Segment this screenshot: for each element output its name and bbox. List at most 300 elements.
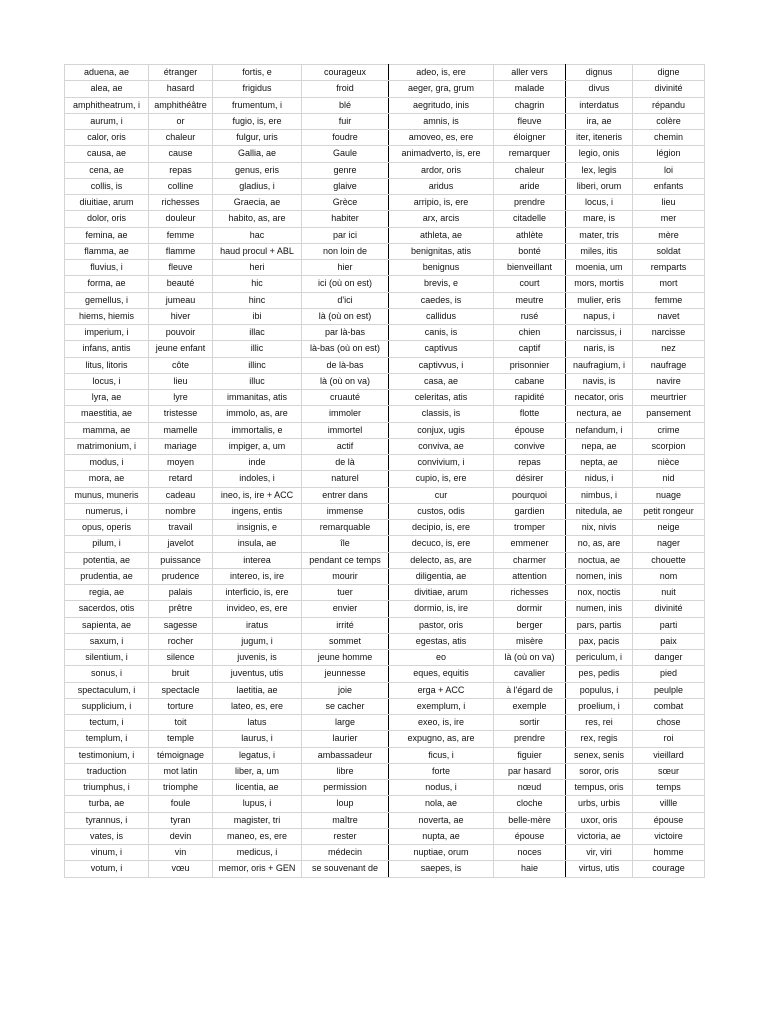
french-translation-cell: mot latin [149, 763, 213, 779]
french-translation-cell: se souvenant de [302, 861, 389, 877]
latin-word-cell: ardor, oris [389, 162, 494, 178]
french-translation-cell: gardien [494, 503, 566, 519]
latin-word-cell: interficio, is, ere [213, 585, 302, 601]
latin-word-cell: medicus, i [213, 845, 302, 861]
french-translation-cell: naufrage [633, 357, 705, 373]
table-row [65, 682, 705, 698]
french-translation-cell: or [149, 113, 213, 129]
table-row [65, 113, 705, 129]
french-translation-cell: large [302, 715, 389, 731]
latin-word-cell: nox, noctis [566, 585, 633, 601]
latin-word-cell: convivium, i [389, 455, 494, 471]
table-row [65, 438, 705, 454]
french-translation-cell: misère [494, 633, 566, 649]
french-translation-cell: Grèce [302, 195, 389, 211]
french-translation-cell: enfants [633, 178, 705, 194]
french-translation-cell: par ici [302, 227, 389, 243]
latin-word-cell: mulier, eris [566, 292, 633, 308]
latin-word-cell: tectum, i [65, 715, 149, 731]
latin-word-cell: juvenis, is [213, 650, 302, 666]
french-translation-cell: exemple [494, 698, 566, 714]
latin-word-cell: frigidus [213, 81, 302, 97]
latin-word-cell: memor, oris + GEN [213, 861, 302, 877]
latin-word-cell: decipio, is, ere [389, 520, 494, 536]
latin-word-cell: brevis, e [389, 276, 494, 292]
latin-word-cell: ficus, i [389, 747, 494, 763]
french-translation-cell: malade [494, 81, 566, 97]
french-translation-cell: triomphe [149, 780, 213, 796]
latin-word-cell: periculum, i [566, 650, 633, 666]
french-translation-cell: mariage [149, 438, 213, 454]
latin-word-cell: delecto, as, are [389, 552, 494, 568]
french-translation-cell: nez [633, 341, 705, 357]
latin-word-cell: animadverto, is, ere [389, 146, 494, 162]
table-row [65, 65, 705, 81]
french-translation-cell: aride [494, 178, 566, 194]
table-row [65, 861, 705, 877]
french-translation-cell: temps [633, 780, 705, 796]
french-translation-cell: témoignage [149, 747, 213, 763]
french-translation-cell: repas [149, 162, 213, 178]
table-row [65, 162, 705, 178]
french-translation-cell: belle-mère [494, 812, 566, 828]
french-translation-cell: retard [149, 471, 213, 487]
latin-word-cell: noverta, ae [389, 812, 494, 828]
latin-word-cell: insignis, e [213, 520, 302, 536]
table-row [65, 747, 705, 763]
french-translation-cell: loup [302, 796, 389, 812]
table-row [65, 568, 705, 584]
latin-word-cell: miles, itis [566, 243, 633, 259]
table-row [65, 130, 705, 146]
french-translation-cell: meutre [494, 292, 566, 308]
french-translation-cell: nuit [633, 585, 705, 601]
latin-word-cell: alea, ae [65, 81, 149, 97]
french-translation-cell: foudre [302, 130, 389, 146]
latin-word-cell: benignitas, atis [389, 243, 494, 259]
latin-word-cell: mora, ae [65, 471, 149, 487]
french-translation-cell: froid [302, 81, 389, 97]
latin-word-cell: hinc [213, 292, 302, 308]
latin-word-cell: forte [389, 763, 494, 779]
table-row [65, 503, 705, 519]
french-translation-cell: richesses [494, 585, 566, 601]
latin-word-cell: tempus, oris [566, 780, 633, 796]
latin-word-cell: mare, is [566, 211, 633, 227]
latin-word-cell: maneo, es, ere [213, 828, 302, 844]
french-translation-cell: richesses [149, 195, 213, 211]
french-translation-cell: cavalier [494, 666, 566, 682]
french-translation-cell: navet [633, 308, 705, 324]
latin-word-cell: benignus [389, 260, 494, 276]
latin-word-cell: insula, ae [213, 536, 302, 552]
table-row [65, 698, 705, 714]
french-translation-cell: remarquable [302, 520, 389, 536]
table-row [65, 666, 705, 682]
latin-word-cell: laurus, i [213, 731, 302, 747]
french-translation-cell: naturel [302, 471, 389, 487]
french-translation-cell: repas [494, 455, 566, 471]
latin-word-cell: dolor, oris [65, 211, 149, 227]
latin-word-cell: gemellus, i [65, 292, 149, 308]
french-translation-cell: lyre [149, 390, 213, 406]
latin-word-cell: rex, regis [566, 731, 633, 747]
latin-word-cell: conjux, ugis [389, 422, 494, 438]
latin-word-cell: Graecia, ae [213, 195, 302, 211]
french-translation-cell: remarquer [494, 146, 566, 162]
latin-word-cell: illuc [213, 373, 302, 389]
french-translation-cell: scorpion [633, 438, 705, 454]
table-row [65, 81, 705, 97]
latin-word-cell: pax, pacis [566, 633, 633, 649]
french-translation-cell: mourir [302, 568, 389, 584]
french-translation-cell: côte [149, 357, 213, 373]
french-translation-cell: puissance [149, 552, 213, 568]
french-translation-cell: citadelle [494, 211, 566, 227]
latin-word-cell: senex, senis [566, 747, 633, 763]
latin-word-cell: aduena, ae [65, 65, 149, 81]
table-row [65, 845, 705, 861]
latin-word-cell: uxor, oris [566, 812, 633, 828]
latin-word-cell: naufragium, i [566, 357, 633, 373]
latin-word-cell: amnis, is [389, 113, 494, 129]
latin-word-cell: divitiae, arum [389, 585, 494, 601]
french-translation-cell: entrer dans [302, 487, 389, 503]
french-translation-cell: mamelle [149, 422, 213, 438]
french-translation-cell: colère [633, 113, 705, 129]
french-translation-cell: lieu [149, 373, 213, 389]
latin-word-cell: divus [566, 81, 633, 97]
french-translation-cell: spectacle [149, 682, 213, 698]
latin-word-cell: laetitia, ae [213, 682, 302, 698]
french-translation-cell: bonté [494, 243, 566, 259]
french-translation-cell: là-bas (où on est) [302, 341, 389, 357]
french-translation-cell: silence [149, 650, 213, 666]
french-translation-cell: crime [633, 422, 705, 438]
latin-word-cell: genus, eris [213, 162, 302, 178]
french-translation-cell: peulple [633, 682, 705, 698]
table-row [65, 812, 705, 828]
latin-word-cell: numerus, i [65, 503, 149, 519]
latin-word-cell: locus, i [566, 195, 633, 211]
latin-word-cell: casa, ae [389, 373, 494, 389]
latin-word-cell: victoria, ae [566, 828, 633, 844]
table-row [65, 390, 705, 406]
latin-word-cell: dignus [566, 65, 633, 81]
french-translation-cell: cause [149, 146, 213, 162]
latin-word-cell: matrimonium, i [65, 438, 149, 454]
latin-word-cell: nidus, i [566, 471, 633, 487]
french-translation-cell: immortel [302, 422, 389, 438]
latin-word-cell: lupus, i [213, 796, 302, 812]
latin-word-cell: noctua, ae [566, 552, 633, 568]
latin-word-cell: moenia, um [566, 260, 633, 276]
table-row [65, 828, 705, 844]
french-translation-cell: nuage [633, 487, 705, 503]
french-translation-cell: tromper [494, 520, 566, 536]
latin-word-cell: sonus, i [65, 666, 149, 682]
french-translation-cell: toit [149, 715, 213, 731]
french-translation-cell: figuier [494, 747, 566, 763]
latin-word-cell: sapienta, ae [65, 617, 149, 633]
french-translation-cell: foule [149, 796, 213, 812]
french-translation-cell: remparts [633, 260, 705, 276]
latin-word-cell: jugum, i [213, 633, 302, 649]
latin-word-cell: liber, a, um [213, 763, 302, 779]
french-translation-cell: athlète [494, 227, 566, 243]
french-translation-cell: laurier [302, 731, 389, 747]
latin-word-cell: eo [389, 650, 494, 666]
french-translation-cell: soldat [633, 243, 705, 259]
latin-word-cell: exeo, is, ire [389, 715, 494, 731]
latin-word-cell: numen, inis [566, 601, 633, 617]
latin-word-cell: aurum, i [65, 113, 149, 129]
french-translation-cell: de là-bas [302, 357, 389, 373]
french-translation-cell: petit rongeur [633, 503, 705, 519]
french-translation-cell: jeunnesse [302, 666, 389, 682]
latin-word-cell: aegritudo, inis [389, 97, 494, 113]
table-row [65, 292, 705, 308]
french-translation-cell: narcisse [633, 325, 705, 341]
french-translation-cell: jeune homme [302, 650, 389, 666]
french-translation-cell: habiter [302, 211, 389, 227]
french-translation-cell: chaleur [494, 162, 566, 178]
latin-word-cell: indoles, i [213, 471, 302, 487]
latin-word-cell: ineo, is, ire + ACC [213, 487, 302, 503]
french-translation-cell: épouse [494, 828, 566, 844]
latin-word-cell: nupta, ae [389, 828, 494, 844]
latin-word-cell: fluvius, i [65, 260, 149, 276]
latin-word-cell: causa, ae [65, 146, 149, 162]
latin-word-cell: callidus [389, 308, 494, 324]
latin-word-cell: gladius, i [213, 178, 302, 194]
table-row [65, 227, 705, 243]
latin-word-cell: athleta, ae [389, 227, 494, 243]
french-translation-cell: hiver [149, 308, 213, 324]
french-translation-cell: lieu [633, 195, 705, 211]
latin-word-cell: captivus [389, 341, 494, 357]
french-translation-cell: aller vers [494, 65, 566, 81]
latin-word-cell: mors, mortis [566, 276, 633, 292]
latin-word-cell: dormio, is, ire [389, 601, 494, 617]
table-row [65, 633, 705, 649]
french-translation-cell: là (où on va) [494, 650, 566, 666]
latin-word-cell: locus, i [65, 373, 149, 389]
latin-word-cell: prudentia, ae [65, 568, 149, 584]
latin-word-cell: conviva, ae [389, 438, 494, 454]
french-translation-cell: chien [494, 325, 566, 341]
french-translation-cell: d'ici [302, 292, 389, 308]
table-row [65, 260, 705, 276]
latin-word-cell: ingens, entis [213, 503, 302, 519]
latin-word-cell: infans, antis [65, 341, 149, 357]
french-translation-cell: devin [149, 828, 213, 844]
table-row [65, 455, 705, 471]
french-translation-cell: vœu [149, 861, 213, 877]
french-translation-cell: homme [633, 845, 705, 861]
latin-word-cell: inde [213, 455, 302, 471]
french-translation-cell: bruit [149, 666, 213, 682]
latin-word-cell: opus, operis [65, 520, 149, 536]
latin-word-cell: traduction [65, 763, 149, 779]
latin-word-cell: illinc [213, 357, 302, 373]
latin-word-cell: cena, ae [65, 162, 149, 178]
latin-word-cell: vir, viri [566, 845, 633, 861]
latin-word-cell: mater, tris [566, 227, 633, 243]
french-translation-cell: noces [494, 845, 566, 861]
latin-word-cell: modus, i [65, 455, 149, 471]
french-translation-cell: chaleur [149, 130, 213, 146]
latin-word-cell: lex, legis [566, 162, 633, 178]
french-translation-cell: flamme [149, 243, 213, 259]
french-translation-cell: fleuve [149, 260, 213, 276]
french-translation-cell: par hasard [494, 763, 566, 779]
french-translation-cell: désirer [494, 471, 566, 487]
french-translation-cell: courageux [302, 65, 389, 81]
table-row [65, 520, 705, 536]
latin-word-cell: amoveo, es, ere [389, 130, 494, 146]
table-row [65, 325, 705, 341]
french-translation-cell: rusé [494, 308, 566, 324]
french-translation-cell: glaive [302, 178, 389, 194]
latin-word-cell: saxum, i [65, 633, 149, 649]
latin-word-cell: invideo, es, ere [213, 601, 302, 617]
french-translation-cell: javelot [149, 536, 213, 552]
french-translation-cell: loi [633, 162, 705, 178]
latin-word-cell: munus, muneris [65, 487, 149, 503]
latin-word-cell: custos, odis [389, 503, 494, 519]
french-translation-cell: actif [302, 438, 389, 454]
french-translation-cell: jumeau [149, 292, 213, 308]
french-translation-cell: joie [302, 682, 389, 698]
french-translation-cell: immense [302, 503, 389, 519]
table-row [65, 422, 705, 438]
french-translation-cell: prendre [494, 731, 566, 747]
latin-word-cell: classis, is [389, 406, 494, 422]
table-row [65, 487, 705, 503]
french-translation-cell: digne [633, 65, 705, 81]
latin-word-cell: vates, is [65, 828, 149, 844]
latin-word-cell: interdatus [566, 97, 633, 113]
latin-word-cell: aeger, gra, grum [389, 81, 494, 97]
vocabulary-table-body [65, 65, 705, 878]
latin-word-cell: juventus, utis [213, 666, 302, 682]
french-translation-cell: sommet [302, 633, 389, 649]
latin-word-cell: templum, i [65, 731, 149, 747]
table-row [65, 617, 705, 633]
french-translation-cell: roi [633, 731, 705, 747]
french-translation-cell: sagesse [149, 617, 213, 633]
latin-word-cell: canis, is [389, 325, 494, 341]
latin-word-cell: egestas, atis [389, 633, 494, 649]
latin-word-cell: legio, onis [566, 146, 633, 162]
latin-word-cell: naris, is [566, 341, 633, 357]
french-translation-cell: haie [494, 861, 566, 877]
latin-word-cell: fulgur, uris [213, 130, 302, 146]
french-translation-cell: convive [494, 438, 566, 454]
latin-word-cell: proelium, i [566, 698, 633, 714]
table-row [65, 715, 705, 731]
french-translation-cell: genre [302, 162, 389, 178]
french-translation-cell: de là [302, 455, 389, 471]
latin-word-cell: habito, as, are [213, 211, 302, 227]
french-translation-cell: villle [633, 796, 705, 812]
latin-word-cell: nitedula, ae [566, 503, 633, 519]
french-translation-cell: rocher [149, 633, 213, 649]
latin-word-cell: pars, partis [566, 617, 633, 633]
french-translation-cell: divinité [633, 601, 705, 617]
latin-word-cell: cupio, is, ere [389, 471, 494, 487]
french-translation-cell: divinité [633, 81, 705, 97]
french-translation-cell: fuir [302, 113, 389, 129]
latin-word-cell: potentia, ae [65, 552, 149, 568]
french-translation-cell: meurtrier [633, 390, 705, 406]
latin-word-cell: nodus, i [389, 780, 494, 796]
french-translation-cell: sortir [494, 715, 566, 731]
latin-word-cell: ira, ae [566, 113, 633, 129]
table-row [65, 146, 705, 162]
latin-word-cell: intereo, is, ire [213, 568, 302, 584]
latin-word-cell: navis, is [566, 373, 633, 389]
french-translation-cell: prêtre [149, 601, 213, 617]
french-translation-cell: libre [302, 763, 389, 779]
latin-word-cell: exemplum, i [389, 698, 494, 714]
french-translation-cell: fleuve [494, 113, 566, 129]
latin-word-cell: nimbus, i [566, 487, 633, 503]
latin-word-cell: populus, i [566, 682, 633, 698]
french-translation-cell: nombre [149, 503, 213, 519]
table-row [65, 308, 705, 324]
french-translation-cell: mer [633, 211, 705, 227]
table-row [65, 796, 705, 812]
french-translation-cell: étranger [149, 65, 213, 81]
french-translation-cell: épouse [633, 812, 705, 828]
french-translation-cell: parti [633, 617, 705, 633]
latin-word-cell: nuptiae, orum [389, 845, 494, 861]
latin-word-cell: decuco, is, ere [389, 536, 494, 552]
french-translation-cell: nager [633, 536, 705, 552]
french-translation-cell: torture [149, 698, 213, 714]
latin-word-cell: lateo, es, ere [213, 698, 302, 714]
table-row [65, 585, 705, 601]
latin-word-cell: pes, pedis [566, 666, 633, 682]
latin-word-cell: heri [213, 260, 302, 276]
french-translation-cell: court [494, 276, 566, 292]
french-translation-cell: non loin de [302, 243, 389, 259]
latin-word-cell: litus, litoris [65, 357, 149, 373]
latin-word-cell: calor, oris [65, 130, 149, 146]
french-translation-cell: légion [633, 146, 705, 162]
french-translation-cell: se cacher [302, 698, 389, 714]
table-row [65, 763, 705, 779]
latin-word-cell: turba, ae [65, 796, 149, 812]
table-row [65, 211, 705, 227]
latin-word-cell: celeritas, atis [389, 390, 494, 406]
latin-word-cell: arx, arcis [389, 211, 494, 227]
latin-word-cell: diuitiae, arum [65, 195, 149, 211]
latin-word-cell: saepes, is [389, 861, 494, 877]
french-translation-cell: bienveillant [494, 260, 566, 276]
latin-word-cell: pilum, i [65, 536, 149, 552]
latin-word-cell: nefandum, i [566, 422, 633, 438]
latin-word-cell: nepta, ae [566, 455, 633, 471]
french-translation-cell: envier [302, 601, 389, 617]
latin-word-cell: necator, oris [566, 390, 633, 406]
french-translation-cell: chagrin [494, 97, 566, 113]
latin-word-cell: no, as, are [566, 536, 633, 552]
latin-word-cell: vinum, i [65, 845, 149, 861]
french-translation-cell: prisonnier [494, 357, 566, 373]
